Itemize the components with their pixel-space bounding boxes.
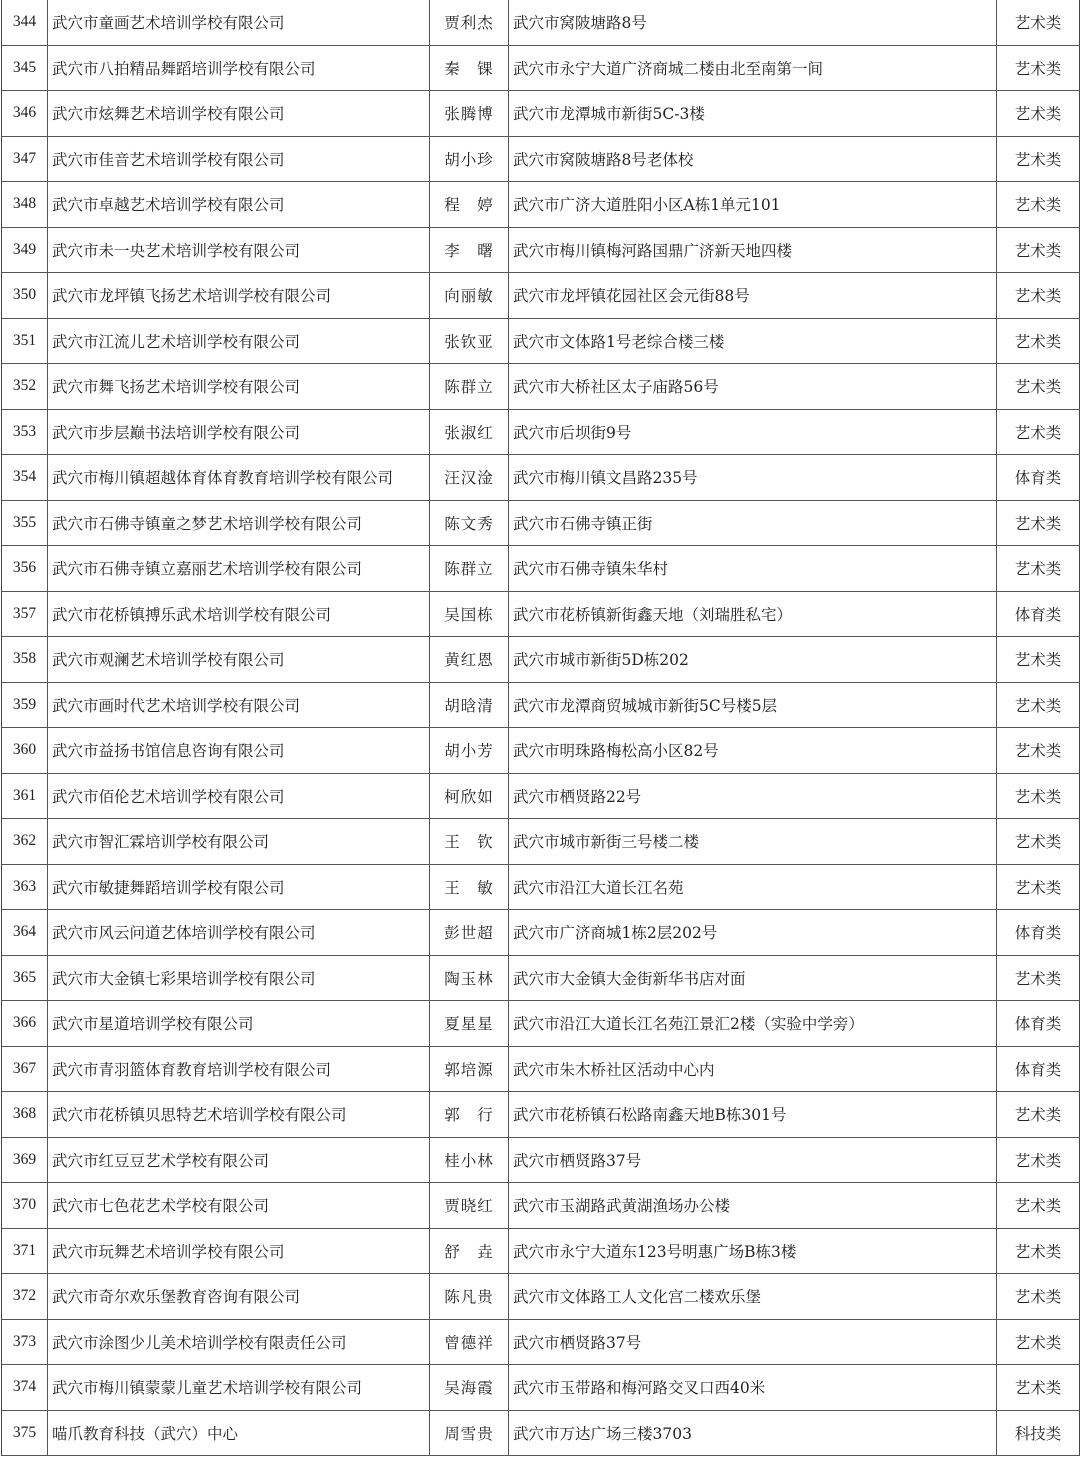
row-number: 372	[2, 1274, 48, 1320]
legal-representative: 胡小珍	[430, 136, 509, 182]
school-category: 艺术类	[997, 1092, 1080, 1138]
legal-representative: 张淑红	[430, 409, 509, 455]
school-name: 武穴市风云问道艺体培训学校有限公司	[48, 910, 430, 956]
row-number: 354	[2, 455, 48, 501]
school-category: 艺术类	[997, 637, 1080, 683]
school-address: 武穴市窝陂塘路8号老体校	[509, 136, 997, 182]
school-name: 武穴市青羽篮体育教育培训学校有限公司	[48, 1046, 430, 1092]
school-category: 艺术类	[997, 546, 1080, 592]
legal-representative: 曾德祥	[430, 1319, 509, 1365]
table-row	[2, 591, 1080, 637]
legal-representative: 秦 锞	[430, 45, 509, 91]
legal-representative: 彭世超	[430, 910, 509, 956]
row-number: 370	[2, 1183, 48, 1229]
table-row	[2, 455, 1080, 501]
school-address: 武穴市万达广场三楼3703	[509, 1410, 997, 1456]
row-number: 375	[2, 1410, 48, 1456]
school-name: 武穴市八拍精品舞蹈培训学校有限公司	[48, 45, 430, 91]
school-name: 武穴市星道培训学校有限公司	[48, 1001, 430, 1047]
legal-representative: 陈凡贵	[430, 1274, 509, 1320]
school-name: 武穴市玩舞艺术培训学校有限公司	[48, 1228, 430, 1274]
legal-representative: 舒 垚	[430, 1228, 509, 1274]
table-row	[2, 500, 1080, 546]
row-number: 356	[2, 546, 48, 592]
row-number: 346	[2, 91, 48, 137]
school-address: 武穴市石佛寺镇正街	[509, 500, 997, 546]
school-category: 艺术类	[997, 1319, 1080, 1365]
row-number: 350	[2, 273, 48, 319]
legal-representative: 贾晓红	[430, 1183, 509, 1229]
table-row	[2, 409, 1080, 455]
school-name: 武穴市石佛寺镇童之梦艺术培训学校有限公司	[48, 500, 430, 546]
row-number: 360	[2, 728, 48, 774]
row-number: 348	[2, 182, 48, 228]
school-name: 武穴市卓越艺术培训学校有限公司	[48, 182, 430, 228]
table-body	[2, 0, 1080, 1456]
row-number: 345	[2, 45, 48, 91]
school-category: 艺术类	[997, 1365, 1080, 1411]
table-row	[2, 955, 1080, 1001]
school-address: 武穴市城市新街三号楼二楼	[509, 819, 997, 865]
school-name: 武穴市画时代艺术培训学校有限公司	[48, 682, 430, 728]
school-address: 武穴市梅川镇文昌路235号	[509, 455, 997, 501]
school-name: 武穴市观澜艺术培训学校有限公司	[48, 637, 430, 683]
table-row	[2, 1001, 1080, 1047]
legal-representative: 向丽敏	[430, 273, 509, 319]
table-row	[2, 773, 1080, 819]
school-name: 武穴市红豆豆艺术学校有限公司	[48, 1137, 430, 1183]
school-name: 武穴市梅川镇蒙蒙儿童艺术培训学校有限公司	[48, 1365, 430, 1411]
school-address: 武穴市栖贤路22号	[509, 773, 997, 819]
school-address: 武穴市大金镇大金街新华书店对面	[509, 955, 997, 1001]
school-address: 武穴市广济商城1栋2层202号	[509, 910, 997, 956]
school-name: 武穴市益扬书馆信息咨询有限公司	[48, 728, 430, 774]
table-row	[2, 364, 1080, 410]
school-address: 武穴市石佛寺镇朱华村	[509, 546, 997, 592]
legal-representative: 张腾博	[430, 91, 509, 137]
school-address: 武穴市后坝街9号	[509, 409, 997, 455]
row-number: 364	[2, 910, 48, 956]
table-row	[2, 1183, 1080, 1229]
school-name: 武穴市佰伦艺术培训学校有限公司	[48, 773, 430, 819]
row-number: 363	[2, 864, 48, 910]
table-row	[2, 1228, 1080, 1274]
legal-representative: 桂小林	[430, 1137, 509, 1183]
school-address: 武穴市明珠路梅松高小区82号	[509, 728, 997, 774]
row-number: 373	[2, 1319, 48, 1365]
legal-representative: 周雪贵	[430, 1410, 509, 1456]
row-number: 362	[2, 819, 48, 865]
school-name: 武穴市梅川镇超越体育体育教育培训学校有限公司	[48, 455, 430, 501]
school-category: 艺术类	[997, 1228, 1080, 1274]
school-address: 武穴市梅川镇梅河路国鼎广济新天地四楼	[509, 227, 997, 273]
row-number: 344	[2, 0, 48, 45]
table-row	[2, 1137, 1080, 1183]
legal-representative: 王 敏	[430, 864, 509, 910]
school-name: 武穴市涂图少儿美术培训学校有限责任公司	[48, 1319, 430, 1365]
school-name: 武穴市炫舞艺术培训学校有限公司	[48, 91, 430, 137]
row-number: 358	[2, 637, 48, 683]
legal-representative: 陶玉林	[430, 955, 509, 1001]
table-row	[2, 273, 1080, 319]
row-number: 374	[2, 1365, 48, 1411]
school-category: 艺术类	[997, 318, 1080, 364]
school-name: 武穴市舞飞扬艺术培训学校有限公司	[48, 364, 430, 410]
school-name: 武穴市敏捷舞蹈培训学校有限公司	[48, 864, 430, 910]
row-number: 369	[2, 1137, 48, 1183]
school-name: 武穴市花桥镇搏乐武术培训学校有限公司	[48, 591, 430, 637]
row-number: 365	[2, 955, 48, 1001]
row-number: 361	[2, 773, 48, 819]
table-row	[2, 227, 1080, 273]
school-address: 武穴市永宁大道东123号明惠广场B栋3楼	[509, 1228, 997, 1274]
table-row	[2, 682, 1080, 728]
row-number: 352	[2, 364, 48, 410]
school-category: 艺术类	[997, 45, 1080, 91]
school-address: 武穴市朱木桥社区活动中心内	[509, 1046, 997, 1092]
table-row	[2, 864, 1080, 910]
school-address: 武穴市龙坪镇花园社区会元街88号	[509, 273, 997, 319]
school-category: 艺术类	[997, 182, 1080, 228]
school-address: 武穴市栖贤路37号	[509, 1137, 997, 1183]
row-number: 357	[2, 591, 48, 637]
school-address: 武穴市玉带路和梅河路交叉口西40米	[509, 1365, 997, 1411]
school-name: 武穴市龙坪镇飞扬艺术培训学校有限公司	[48, 273, 430, 319]
school-category: 艺术类	[997, 500, 1080, 546]
school-address: 武穴市广济大道胜阳小区A栋1单元101	[509, 182, 997, 228]
table-row	[2, 136, 1080, 182]
school-category: 体育类	[997, 455, 1080, 501]
row-number: 367	[2, 1046, 48, 1092]
school-name: 武穴市石佛寺镇立嘉丽艺术培训学校有限公司	[48, 546, 430, 592]
legal-representative: 胡小芳	[430, 728, 509, 774]
legal-representative: 胡晗清	[430, 682, 509, 728]
school-category: 体育类	[997, 591, 1080, 637]
legal-representative: 陈文秀	[430, 500, 509, 546]
school-name: 武穴市奇尔欢乐堡教育咨询有限公司	[48, 1274, 430, 1320]
legal-representative: 黄红恩	[430, 637, 509, 683]
table-row	[2, 1410, 1080, 1456]
row-number: 349	[2, 227, 48, 273]
table-row	[2, 1092, 1080, 1138]
legal-representative: 柯欣如	[430, 773, 509, 819]
school-name: 武穴市步层巅书法培训学校有限公司	[48, 409, 430, 455]
school-category: 艺术类	[997, 955, 1080, 1001]
school-category: 艺术类	[997, 1137, 1080, 1183]
legal-representative: 李 曙	[430, 227, 509, 273]
school-category: 艺术类	[997, 0, 1080, 45]
school-address: 武穴市城市新街5D栋202	[509, 637, 997, 683]
table-row	[2, 728, 1080, 774]
table-row	[2, 1319, 1080, 1365]
school-category: 艺术类	[997, 364, 1080, 410]
school-address: 武穴市文体路工人文化宫二楼欢乐堡	[509, 1274, 997, 1320]
school-category: 艺术类	[997, 273, 1080, 319]
table-row	[2, 819, 1080, 865]
legal-representative: 吴海霞	[430, 1365, 509, 1411]
school-name: 武穴市七色花艺术学校有限公司	[48, 1183, 430, 1229]
school-category: 艺术类	[997, 91, 1080, 137]
school-category: 艺术类	[997, 864, 1080, 910]
school-address: 武穴市永宁大道广济商城二楼由北至南第一间	[509, 45, 997, 91]
legal-representative: 陈群立	[430, 546, 509, 592]
school-address: 武穴市沿江大道长江名苑	[509, 864, 997, 910]
school-address: 武穴市栖贤路37号	[509, 1319, 997, 1365]
legal-representative: 张钦亚	[430, 318, 509, 364]
school-category: 科技类	[997, 1410, 1080, 1456]
legal-representative: 贾利杰	[430, 0, 509, 45]
table-row	[2, 318, 1080, 364]
school-category: 艺术类	[997, 1183, 1080, 1229]
legal-representative: 郭培源	[430, 1046, 509, 1092]
row-number: 351	[2, 318, 48, 364]
row-number: 368	[2, 1092, 48, 1138]
row-number: 359	[2, 682, 48, 728]
row-number: 353	[2, 409, 48, 455]
school-address: 武穴市沿江大道长江名苑江景汇2楼（实验中学旁）	[509, 1001, 997, 1047]
table-row	[2, 91, 1080, 137]
legal-representative: 王 钦	[430, 819, 509, 865]
legal-representative: 吴国栋	[430, 591, 509, 637]
table-row	[2, 1046, 1080, 1092]
school-registry-table	[1, 0, 1080, 1456]
school-address: 武穴市花桥镇新街鑫天地（刘瑞胜私宅）	[509, 591, 997, 637]
legal-representative: 程 婷	[430, 182, 509, 228]
table-row	[2, 45, 1080, 91]
school-address: 武穴市玉湖路武黄湖渔场办公楼	[509, 1183, 997, 1229]
legal-representative: 郭 行	[430, 1092, 509, 1138]
school-name: 喵爪教育科技（武穴）中心	[48, 1410, 430, 1456]
school-name: 武穴市智汇霖培训学校有限公司	[48, 819, 430, 865]
school-category: 体育类	[997, 1001, 1080, 1047]
row-number: 355	[2, 500, 48, 546]
school-category: 体育类	[997, 1046, 1080, 1092]
legal-representative: 夏星星	[430, 1001, 509, 1047]
row-number: 366	[2, 1001, 48, 1047]
school-category: 艺术类	[997, 227, 1080, 273]
school-address: 武穴市龙潭城市新街5C-3楼	[509, 91, 997, 137]
school-name: 武穴市大金镇七彩果培训学校有限公司	[48, 955, 430, 1001]
school-category: 艺术类	[997, 728, 1080, 774]
school-category: 艺术类	[997, 409, 1080, 455]
school-category: 艺术类	[997, 773, 1080, 819]
school-name: 武穴市花桥镇贝思特艺术培训学校有限公司	[48, 1092, 430, 1138]
school-name: 武穴市佳音艺术培训学校有限公司	[48, 136, 430, 182]
school-address: 武穴市窝陂塘路8号	[509, 0, 997, 45]
school-name: 武穴市江流儿艺术培训学校有限公司	[48, 318, 430, 364]
legal-representative: 陈群立	[430, 364, 509, 410]
school-category: 艺术类	[997, 136, 1080, 182]
table-row	[2, 1274, 1080, 1320]
table-row	[2, 637, 1080, 683]
table-row	[2, 0, 1080, 45]
table-row	[2, 910, 1080, 956]
legal-representative: 汪汉淦	[430, 455, 509, 501]
school-address: 武穴市花桥镇石松路南鑫天地B栋301号	[509, 1092, 997, 1138]
school-name: 武穴市童画艺术培训学校有限公司	[48, 0, 430, 45]
school-category: 体育类	[997, 910, 1080, 956]
table-row	[2, 546, 1080, 592]
school-category: 艺术类	[997, 819, 1080, 865]
row-number: 347	[2, 136, 48, 182]
table-row	[2, 1365, 1080, 1411]
school-address: 武穴市大桥社区太子庙路56号	[509, 364, 997, 410]
school-category: 艺术类	[997, 682, 1080, 728]
school-address: 武穴市龙潭商贸城城市新街5C号楼5层	[509, 682, 997, 728]
table-row	[2, 182, 1080, 228]
school-address: 武穴市文体路1号老综合楼三楼	[509, 318, 997, 364]
row-number: 371	[2, 1228, 48, 1274]
school-category: 艺术类	[997, 1274, 1080, 1320]
school-name: 武穴市未一央艺术培训学校有限公司	[48, 227, 430, 273]
